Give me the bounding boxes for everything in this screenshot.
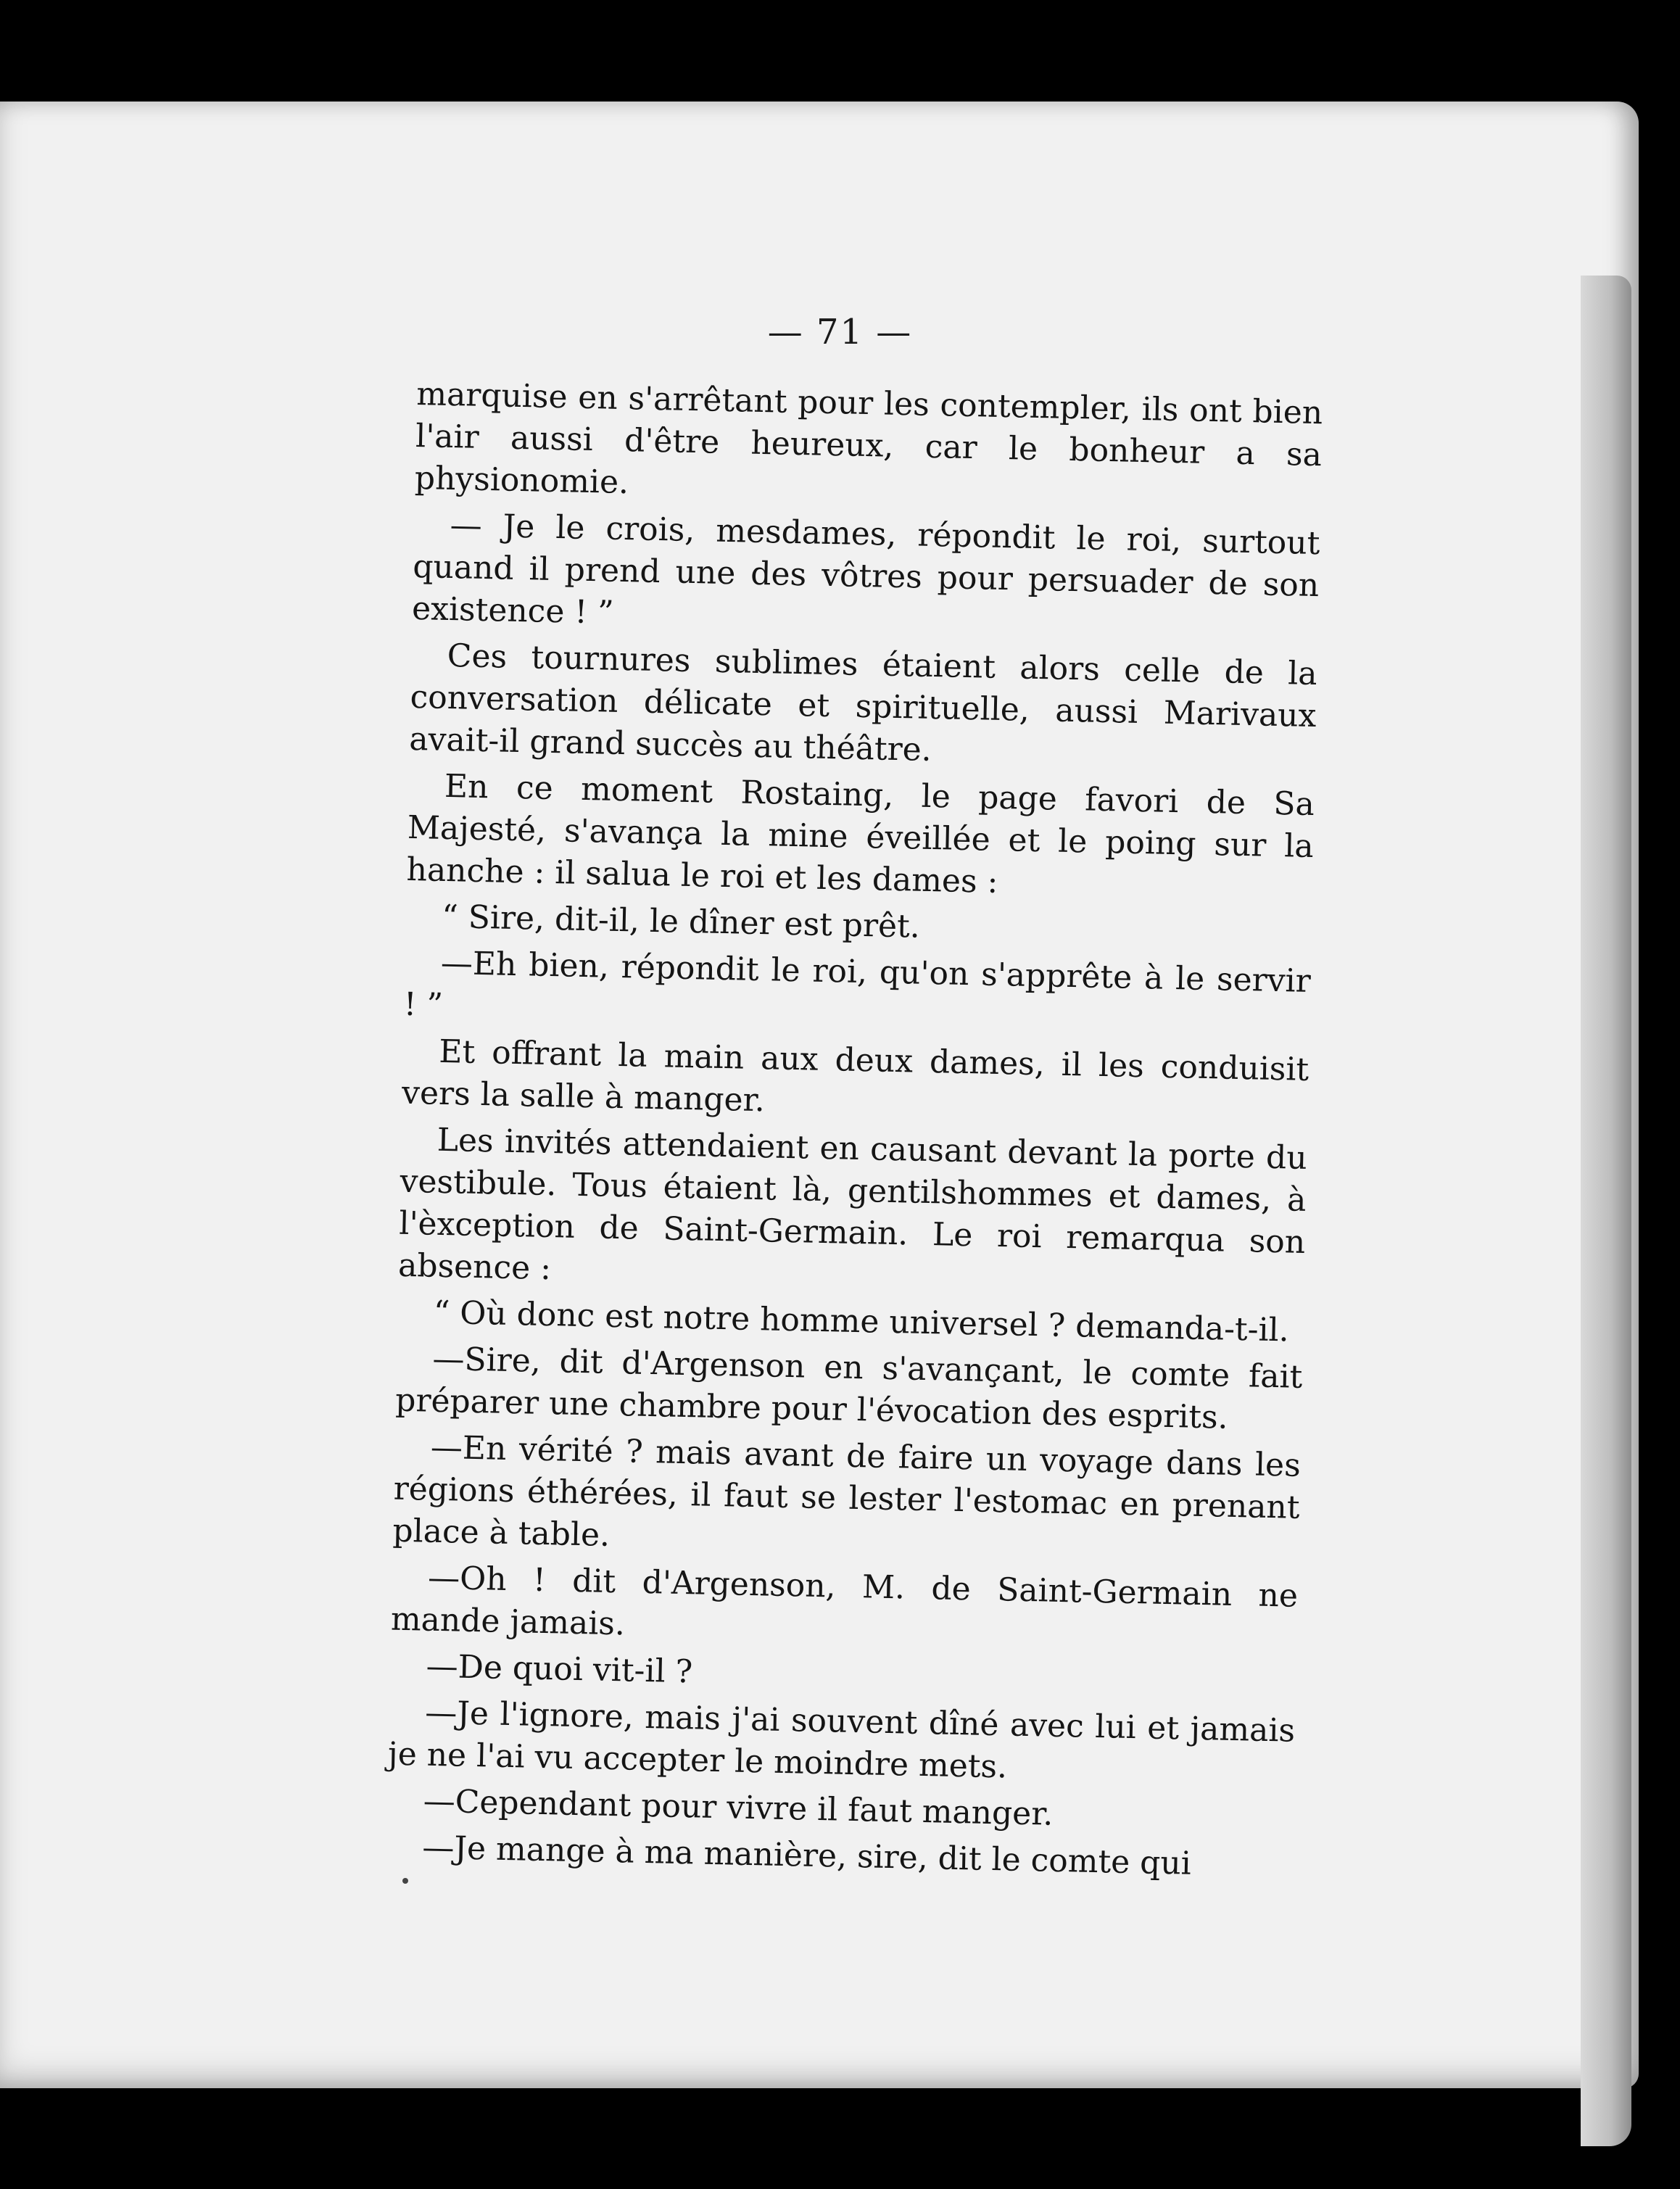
body-text [386, 373, 1323, 1892]
paragraph: Ces tournures sublimes étaient alors celle de la conversation délicate et spirituelle, aussi Marivaux avait-il grand succès au théâtre. [408, 637, 1318, 769]
paragraph: —Sire, dit d'Argenson en s'avançant, le comte fait préparer une chambre pour l'évocation des esprits. [394, 1340, 1303, 1436]
paragraph: —Oh ! dit d'Argenson, M. de Saint-Germain ne mande jamais. [390, 1559, 1299, 1643]
page-number: — 71 — [767, 312, 913, 352]
paragraph: “ Où donc est notre homme universel ? demanda-t-il. [433, 1294, 1290, 1349]
paragraph: marquise en s'arrêtant pour les contempler, ils ont bien l'air aussi d'être heureux, car le bonheur a sa physionomie. [414, 375, 1323, 502]
paragraph: —De quoi vit-il ? [426, 1647, 693, 1691]
paragraph: En ce moment Rostaing, le page favori de Sa Majesté, s'avança la mine éveillée et le poing sur la hanche : il salua le roi et les dames : [406, 767, 1315, 901]
paragraph: — Je le crois, mesdames, répondit le roi, surtout quand il prend une des vôtres pour persuader de son existence ! ” [411, 507, 1320, 632]
paragraph: Les invités attendaient en causant devant la porte du vestibule. Tous étaient là, gentilshommes et dames, à l'èxception de Saint-Germain. Le roi remarqua son absence : [397, 1121, 1308, 1288]
paragraph: Et offrant la main aux deux dames, il les conduisit vers la salle à manger. [401, 1033, 1309, 1120]
margin-mark [402, 1878, 408, 1884]
paragraph: —Eh bien, répondit le roi, qu'on s'apprête à le servir ! ” [403, 944, 1312, 1024]
page-edge [1581, 276, 1631, 2146]
paragraph: —Je mange à ma manière, sire, dit le comte qui [421, 1829, 1192, 1882]
paragraph: —En vérité ? mais avant de faire un voyage dans les régions éthérées, il faut se lester l'estomac en prenant place à table. [392, 1428, 1302, 1554]
paragraph: “ Sire, dit-il, le dîner est prêt. [441, 898, 921, 945]
paragraph: —Cependant pour vivre il faut manger. [423, 1782, 1054, 1833]
paragraph: —Je l'ignore, mais j'ai souvent dîné avec lui et jamais je ne l'ai vu accepter le moindre mets. [387, 1694, 1296, 1786]
